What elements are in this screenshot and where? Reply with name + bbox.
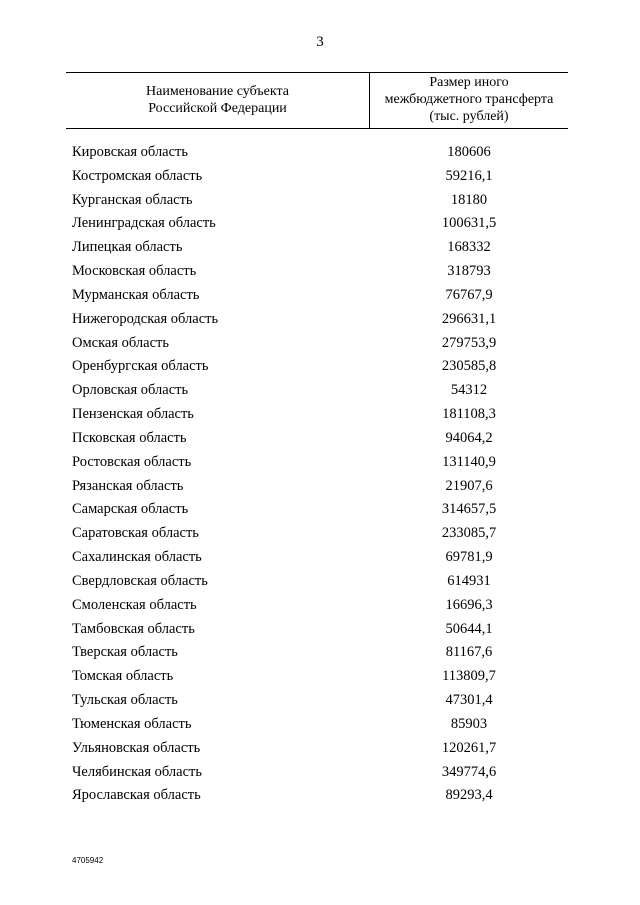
transfer-amount-cell: 614931 [447, 572, 491, 589]
transfer-amount-cell: 233085,7 [441, 525, 497, 542]
header-amount-line-1: Размер иного [429, 75, 509, 90]
table-row [0, 713, 640, 737]
transfer-amount-cell: 314657,5 [441, 501, 497, 518]
subject-name-cell: Ярославская область [72, 787, 201, 804]
transfer-amount-cell: 318793 [447, 263, 491, 280]
table-row [0, 570, 640, 594]
transfer-amount-cell: 180606 [447, 144, 491, 160]
subject-name-cell: Тюменская область [72, 715, 192, 732]
page-number: 3 [316, 34, 324, 50]
transfer-amount-cell: 89293,4 [445, 787, 493, 804]
table-row [0, 212, 640, 236]
subject-name-cell: Саратовская область [72, 525, 199, 542]
subject-name-cell: Псковская область [72, 429, 187, 446]
subject-name-cell: Омская область [72, 334, 169, 351]
table-row [0, 165, 640, 189]
transfer-amount-cell: 18180 [450, 191, 488, 208]
table-row [0, 189, 640, 213]
table-row [0, 618, 640, 642]
table-row [0, 784, 640, 808]
table-row [0, 284, 640, 308]
subject-name-cell: Московская область [72, 263, 197, 280]
transfer-amount-cell: 85903 [450, 715, 488, 732]
transfer-amount-cell: 181108,3 [442, 406, 496, 423]
transfer-amount-cell: 131140,9 [442, 453, 496, 470]
transfer-amount-cell: 349774,6 [441, 763, 497, 780]
header-transfer-amount [370, 74, 568, 125]
transfer-amount-cell: 47301,4 [445, 692, 493, 709]
table-row [0, 498, 640, 522]
table-row [0, 737, 640, 761]
transfer-amount-cell: 81167,6 [445, 644, 493, 661]
subject-name-cell: Ленинградская область [72, 215, 216, 232]
header-subject-line-2: Российской Федерации [148, 101, 287, 116]
subject-name-cell: Тамбовская область [72, 620, 195, 637]
transfer-amount-cell: 120261,7 [441, 739, 497, 756]
transfer-amount-cell: 94064,2 [445, 429, 493, 446]
table-row [0, 308, 640, 332]
subject-name-cell: Нижегородская область [72, 310, 219, 327]
subject-name-cell: Мурманская область [72, 286, 200, 303]
subject-name-cell: Курганская область [72, 191, 193, 208]
transfer-amount-cell: 50644,1 [445, 620, 493, 637]
table-row [0, 355, 640, 379]
header-amount-line-3: (тыс. рублей) [429, 109, 509, 124]
table-row [0, 451, 640, 475]
transfer-amount-cell: 100631,5 [441, 215, 497, 232]
subject-name-cell: Рязанская область [72, 477, 184, 494]
table-row [0, 522, 640, 546]
table-row [0, 594, 640, 618]
table-row [0, 475, 640, 499]
table-top-rule [66, 72, 568, 73]
subject-name-cell: Сахалинская область [72, 549, 202, 566]
table-row [0, 403, 640, 427]
table-row [0, 379, 640, 403]
header-subject-line-1: Наименование субъекта [146, 84, 289, 99]
subject-name-cell: Липецкая область [72, 239, 183, 256]
subject-name-cell: Самарская область [72, 501, 189, 518]
document-code: 4705942 [72, 856, 104, 865]
table-row [0, 260, 640, 284]
transfer-amount-cell: 296631,1 [441, 310, 497, 327]
subject-name-cell: Томская область [72, 668, 174, 685]
subject-name-cell: Тверская область [72, 644, 178, 661]
subject-name-cell: Челябинская область [72, 763, 202, 780]
subject-name-cell: Пензенская область [72, 406, 194, 423]
transfer-amount-cell: 113809,7 [442, 668, 496, 685]
transfer-amount-cell: 279753,9 [441, 334, 497, 351]
transfer-amount-cell: 76767,9 [445, 286, 493, 303]
table-body [0, 141, 640, 808]
table-row [0, 546, 640, 570]
subject-name-cell: Оренбургская область [72, 358, 209, 375]
table-row [0, 761, 640, 785]
table-row [0, 689, 640, 713]
table-row [0, 236, 640, 260]
subject-name-cell: Ростовская область [72, 453, 192, 470]
transfer-amount-cell: 16696,3 [445, 596, 493, 613]
transfer-amount-cell: 21907,6 [445, 477, 493, 494]
table-row [0, 665, 640, 689]
subject-name-cell: Смоленская область [72, 596, 197, 613]
table-row [0, 641, 640, 665]
subject-name-cell: Тульская область [72, 692, 178, 709]
subject-name-cell: Орловская область [72, 382, 189, 399]
table-row [0, 427, 640, 451]
subject-name-cell: Кировская область [72, 144, 189, 160]
subject-name-cell: Костромская область [72, 167, 203, 184]
table-row [0, 332, 640, 356]
transfer-amount-cell: 59216,1 [445, 167, 493, 184]
header-amount-line-2: межбюджетного трансферта [384, 92, 554, 107]
transfer-amount-cell: 54312 [450, 382, 488, 399]
transfer-amount-cell: 69781,9 [445, 549, 493, 566]
subject-name-cell: Свердловская область [72, 572, 208, 589]
transfer-amount-cell: 230585,8 [441, 358, 497, 375]
header-subject-name [66, 83, 369, 117]
table-row [0, 141, 640, 165]
transfer-amount-cell: 168332 [447, 239, 491, 256]
table-header-bottom-rule [66, 128, 568, 129]
subject-name-cell: Ульяновская область [72, 739, 201, 756]
